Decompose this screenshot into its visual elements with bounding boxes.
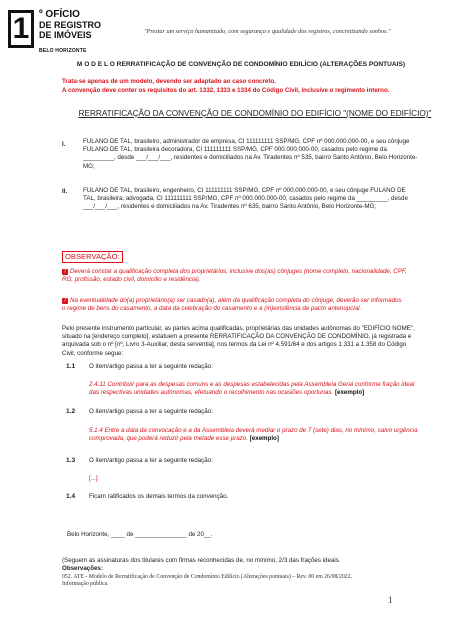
party-1-line-4: MG; [83,162,95,170]
observation-2-line-1: Na eventualidade do(a) proprietário(a) ser casado(a), além da qualificação completa do cônjuge, deverão ser informados [70,297,402,304]
date-line: Belo Horizonte, ____ de _______________ de 20__. [67,531,213,538]
warning-icon: ! [62,269,68,275]
page-number: 1 [388,595,393,605]
party-1-line-3: _________, desde ___/___/___, residentes e domiciliados na Av. Tiradentes nº 535, bairro Santo Antônio, Belo Horizonte- [83,154,418,162]
item-1-text: O item/artigo passa a ter a seguinte redação: [89,363,213,370]
logo-line-2: DE REGISTRO [39,20,102,30]
warning-icon: ! [62,298,68,304]
party-2-line-3: ___/___/___, residentes e domiciliados na Av. Tiradentes nº 635, bairro Santo Antônio, Belo Horizonte-MG; [83,203,377,211]
observation-1-line-1: Deverá constar a qualificação completa dos proprietários, inclusive dos(as) cônjuges (nome completo, nacionalidade, CPF, [70,268,407,275]
observation-label: OBSERVAÇÃO: [62,251,123,263]
party-1-line-1: FULANO DE TAL, brasileiro, administrador de empresa, CI 111111111 SSP/MG, CPF nº 000.000.000-00, e seu cônjuge [83,138,410,145]
item-4-text: Ficam ratificados os demais termos da convenção. [89,493,229,500]
observations-footer: Observações: [62,565,103,572]
item-2-text: O item/artigo passa a ter a seguinte redação: [89,408,213,415]
tagline: "Prestar um serviço humanizado, com segurança e qualidade dos registros, concretizando sonhos." [144,28,391,35]
signature-note: (Seguem as assinaturas dos titulares com firmas reconhecidas de, no mínimo, 2/3 das frações ideais. [62,557,341,564]
party-2 [83,187,451,212]
party-1-number: I. [62,141,66,148]
item-2-quote-line-1: 5.1.4 Entre a data da convocação e a da Assembleia deverá mediar o prazo de 7 (sete) dias, no mínimo, salvo urgência [89,427,418,434]
party-2-number: II. [62,188,68,195]
item-2-number: 1.2 [66,408,76,415]
item-3-quote: [...] [89,475,98,482]
item-4-number: 1.4 [66,493,76,500]
logo-line-3: DE IMÓVEIS [39,30,92,40]
notice-2: A convenção deve conter os requisitos do art. 1332, 1333 e 1334 do Código Civil, inclusive o regimento interno. [62,87,390,94]
logo-line-4: BELO HORIZONTE [39,48,87,54]
paragraph-line-4: Civil, conforme segue: [62,349,124,357]
main-title: RERRATIFICAÇÃO DA CONVENÇÃO DE CONDOMÍNIO DO EDIFÍCIO "(NOME DO EDIFÍCIO)" [78,109,432,118]
logo-text [39,10,101,40]
party-2-line-2: TAL, brasileira, advogada, CI 111111111 SSP/MG, CPF nº 000.000.000-00, casados pelo regime da _________, desde [83,195,408,203]
logo-line-1: º OFÍCIO [39,9,80,20]
party-1 [83,138,451,171]
party-2-line-1: FULANO DE TAL, brasileiro, engenheiro, CI 111111111 SSP/MG, CPF nº 000.000.000-00, e seu cônjuge FULANO DE [83,187,406,194]
party-1-line-2: FULANO DE TAL, brasileira decoradora, CI 111111111 SSP/MG, CPF 000.000.000-00, casados pelo regime da [83,146,387,154]
example-tag: [exemplo] [334,389,365,397]
item-2-quote [89,427,449,443]
main-paragraph [62,325,447,358]
footer-line-2: Informação pública. [62,581,109,588]
example-tag: [exemplo] [249,435,279,443]
observation-2 [62,297,442,313]
footer [62,574,352,589]
item-3-number: 1.3 [66,457,76,464]
observation-1 [62,268,442,284]
item-2-quote-line-2: comprovada, que poderá reduzir pela metade esse prazo. [89,435,248,443]
item-1-quote-line-1: 2.4.11 Contribuir para as despesas comuns e as despesas estabelecidas pela Assembleia Geral conforme fração ideal [89,381,415,388]
model-title: M O D E L O RERRATIFICAÇÃO DE CONVENÇÃO DE CONDOMÍNIO EDILÍCIO (ALTERAÇÕES PONTUAIS) [76,61,406,68]
item-3-text: O item/artigo passa a ter a seguinte redação: [89,457,213,464]
logo-digit: 1 [8,10,34,48]
observation-2-line-2: o regime de bens do casamento, a data da celebração do casamento e a (in)existência de pacto antenupcial. [62,305,362,313]
observation-1-line-2: RG, profissão, estado civil, domicílio e residência). [62,276,201,284]
item-1-number: 1.1 [66,363,76,370]
notice-1: Trata-se apenas de um modelo, devendo ser adaptado ao caso concreto. [62,78,276,85]
footer-line-1: 052. ATE - Modelo de Rerratificação de Convenção de Condomínio Edilício (Alterações pontuais) – Rev. 00 em 26/08/2022. [62,574,353,580]
paragraph-line-2: situado na [endereço completo], estatuem a presente RERRATIFICAÇÃO DA CONVENÇÃO DE CONDOMÍNIO, já registrada e [62,333,412,341]
item-1-quote [89,381,449,397]
paragraph-line-1: Pelo presente instrumento particular, as partes acima qualificadas, proprietárias das unidades autônomas do "EDIFÍCIO NOME", [62,325,415,332]
item-1-quote-line-2: das respectivas unidades autônomas, efetuando o recolhimento nas ocasiões oportunas. [89,389,334,397]
paragraph-line-3: arquivada sob o nº [nº, Livro 3-Auxiliar, desta serventia], nos termos da Lei nº 4.591/64 e dos artigos 1.331 a 1.358 do Código [62,341,407,349]
